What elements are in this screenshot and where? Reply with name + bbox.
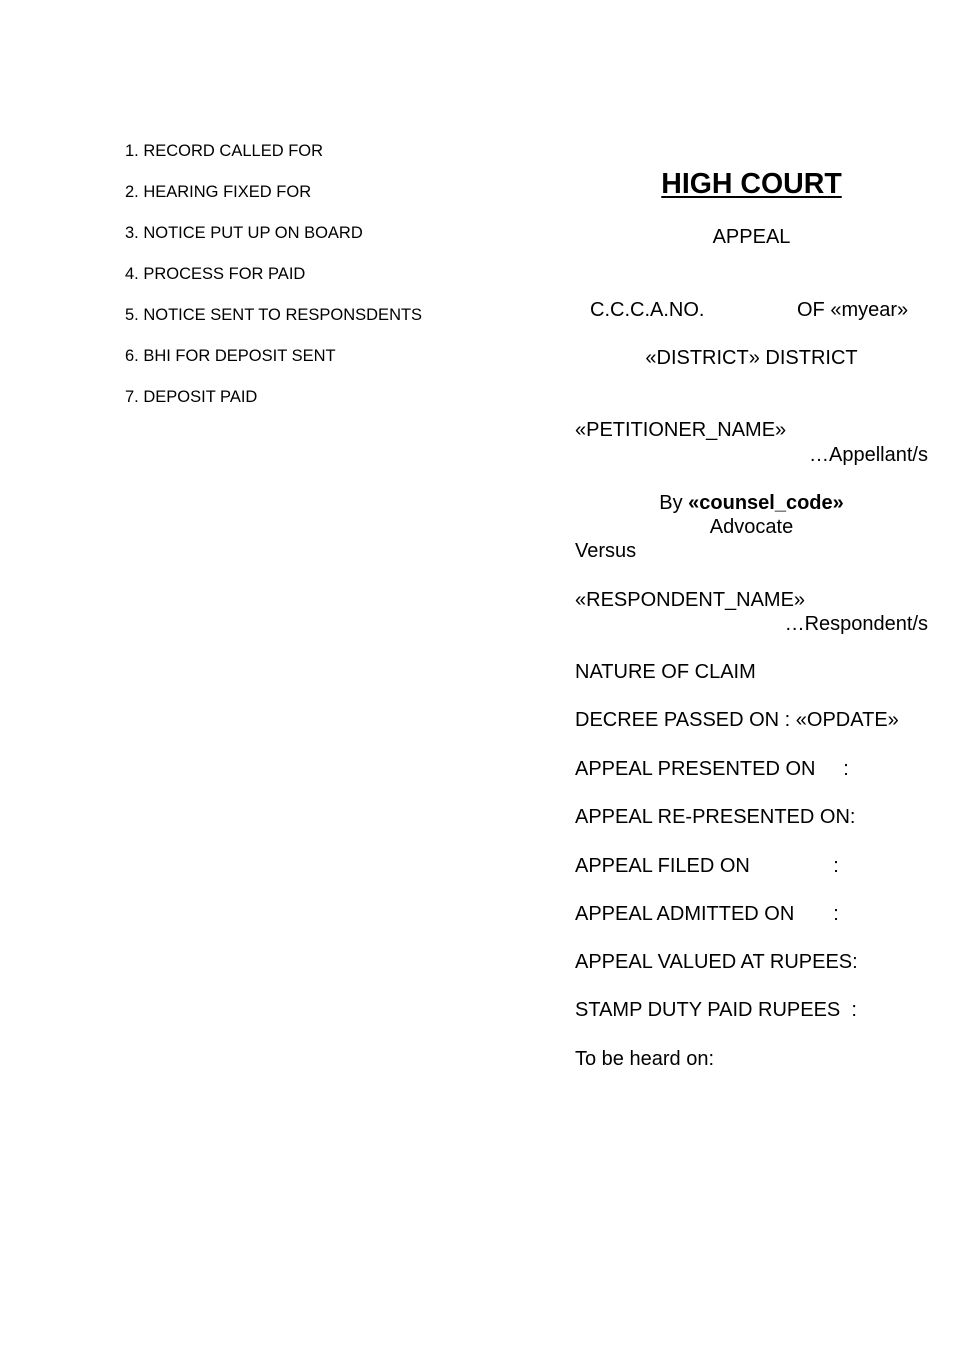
- checklist-item-hearing-fixed-for: 2. HEARING FIXED FOR: [125, 183, 312, 201]
- decree-passed-on: DECREE PASSED ON : «OPDATE»: [575, 709, 899, 731]
- petitioner-name: «PETITIONER_NAME»: [575, 419, 787, 441]
- appeal-admitted-on: APPEAL ADMITTED ON :: [575, 903, 839, 925]
- office-checklist: [125, 141, 422, 428]
- checklist-item-deposit-paid: 7. DEPOSIT PAID: [125, 388, 258, 406]
- versus-label: Versus: [575, 540, 637, 562]
- checklist-item-record-called-for: 1. RECORD CALLED FOR: [125, 142, 324, 160]
- counsel-role: Advocate: [709, 516, 794, 538]
- checklist-item-bhi-deposit-sent: 6. BHI FOR DEPOSIT SENT: [125, 347, 336, 365]
- counsel-line: [575, 491, 928, 515]
- stamp-duty-paid-rupees: STAMP DUTY PAID RUPEES :: [575, 999, 857, 1021]
- appeal-re-presented-on: APPEAL RE-PRESENTED ON:: [575, 806, 856, 828]
- appeal-presented-on: APPEAL PRESENTED ON :: [575, 758, 849, 780]
- to-be-heard-on: To be heard on:: [575, 1048, 714, 1070]
- checklist-item-process-for-paid: 4. PROCESS FOR PAID: [125, 265, 306, 283]
- case-year-label: OF «myear»: [797, 299, 909, 321]
- appellant-suffix: …Appellant/s: [809, 444, 928, 466]
- court-title: HIGH COURT: [661, 168, 842, 200]
- counsel-prefix: By: [659, 492, 689, 514]
- nature-of-claim: NATURE OF CLAIM: [575, 661, 756, 683]
- appeal-valued-at-rupees: APPEAL VALUED AT RUPEES:: [575, 951, 858, 973]
- district: «DISTRICT» DISTRICT: [645, 347, 858, 369]
- case-number-label: C.C.C.A.NO.: [590, 299, 705, 321]
- counsel-code: «counsel_code»: [688, 492, 844, 514]
- case-type: APPEAL: [712, 226, 791, 248]
- checklist-item-notice-put-up: 3. NOTICE PUT UP ON BOARD: [125, 224, 363, 242]
- respondent-name: «RESPONDENT_NAME»: [575, 589, 806, 611]
- respondent-suffix: …Respondent/s: [784, 613, 928, 635]
- appeal-filed-on: APPEAL FILED ON :: [575, 855, 839, 877]
- checklist-item-notice-sent: 5. NOTICE SENT TO RESPONSDENTS: [125, 306, 423, 324]
